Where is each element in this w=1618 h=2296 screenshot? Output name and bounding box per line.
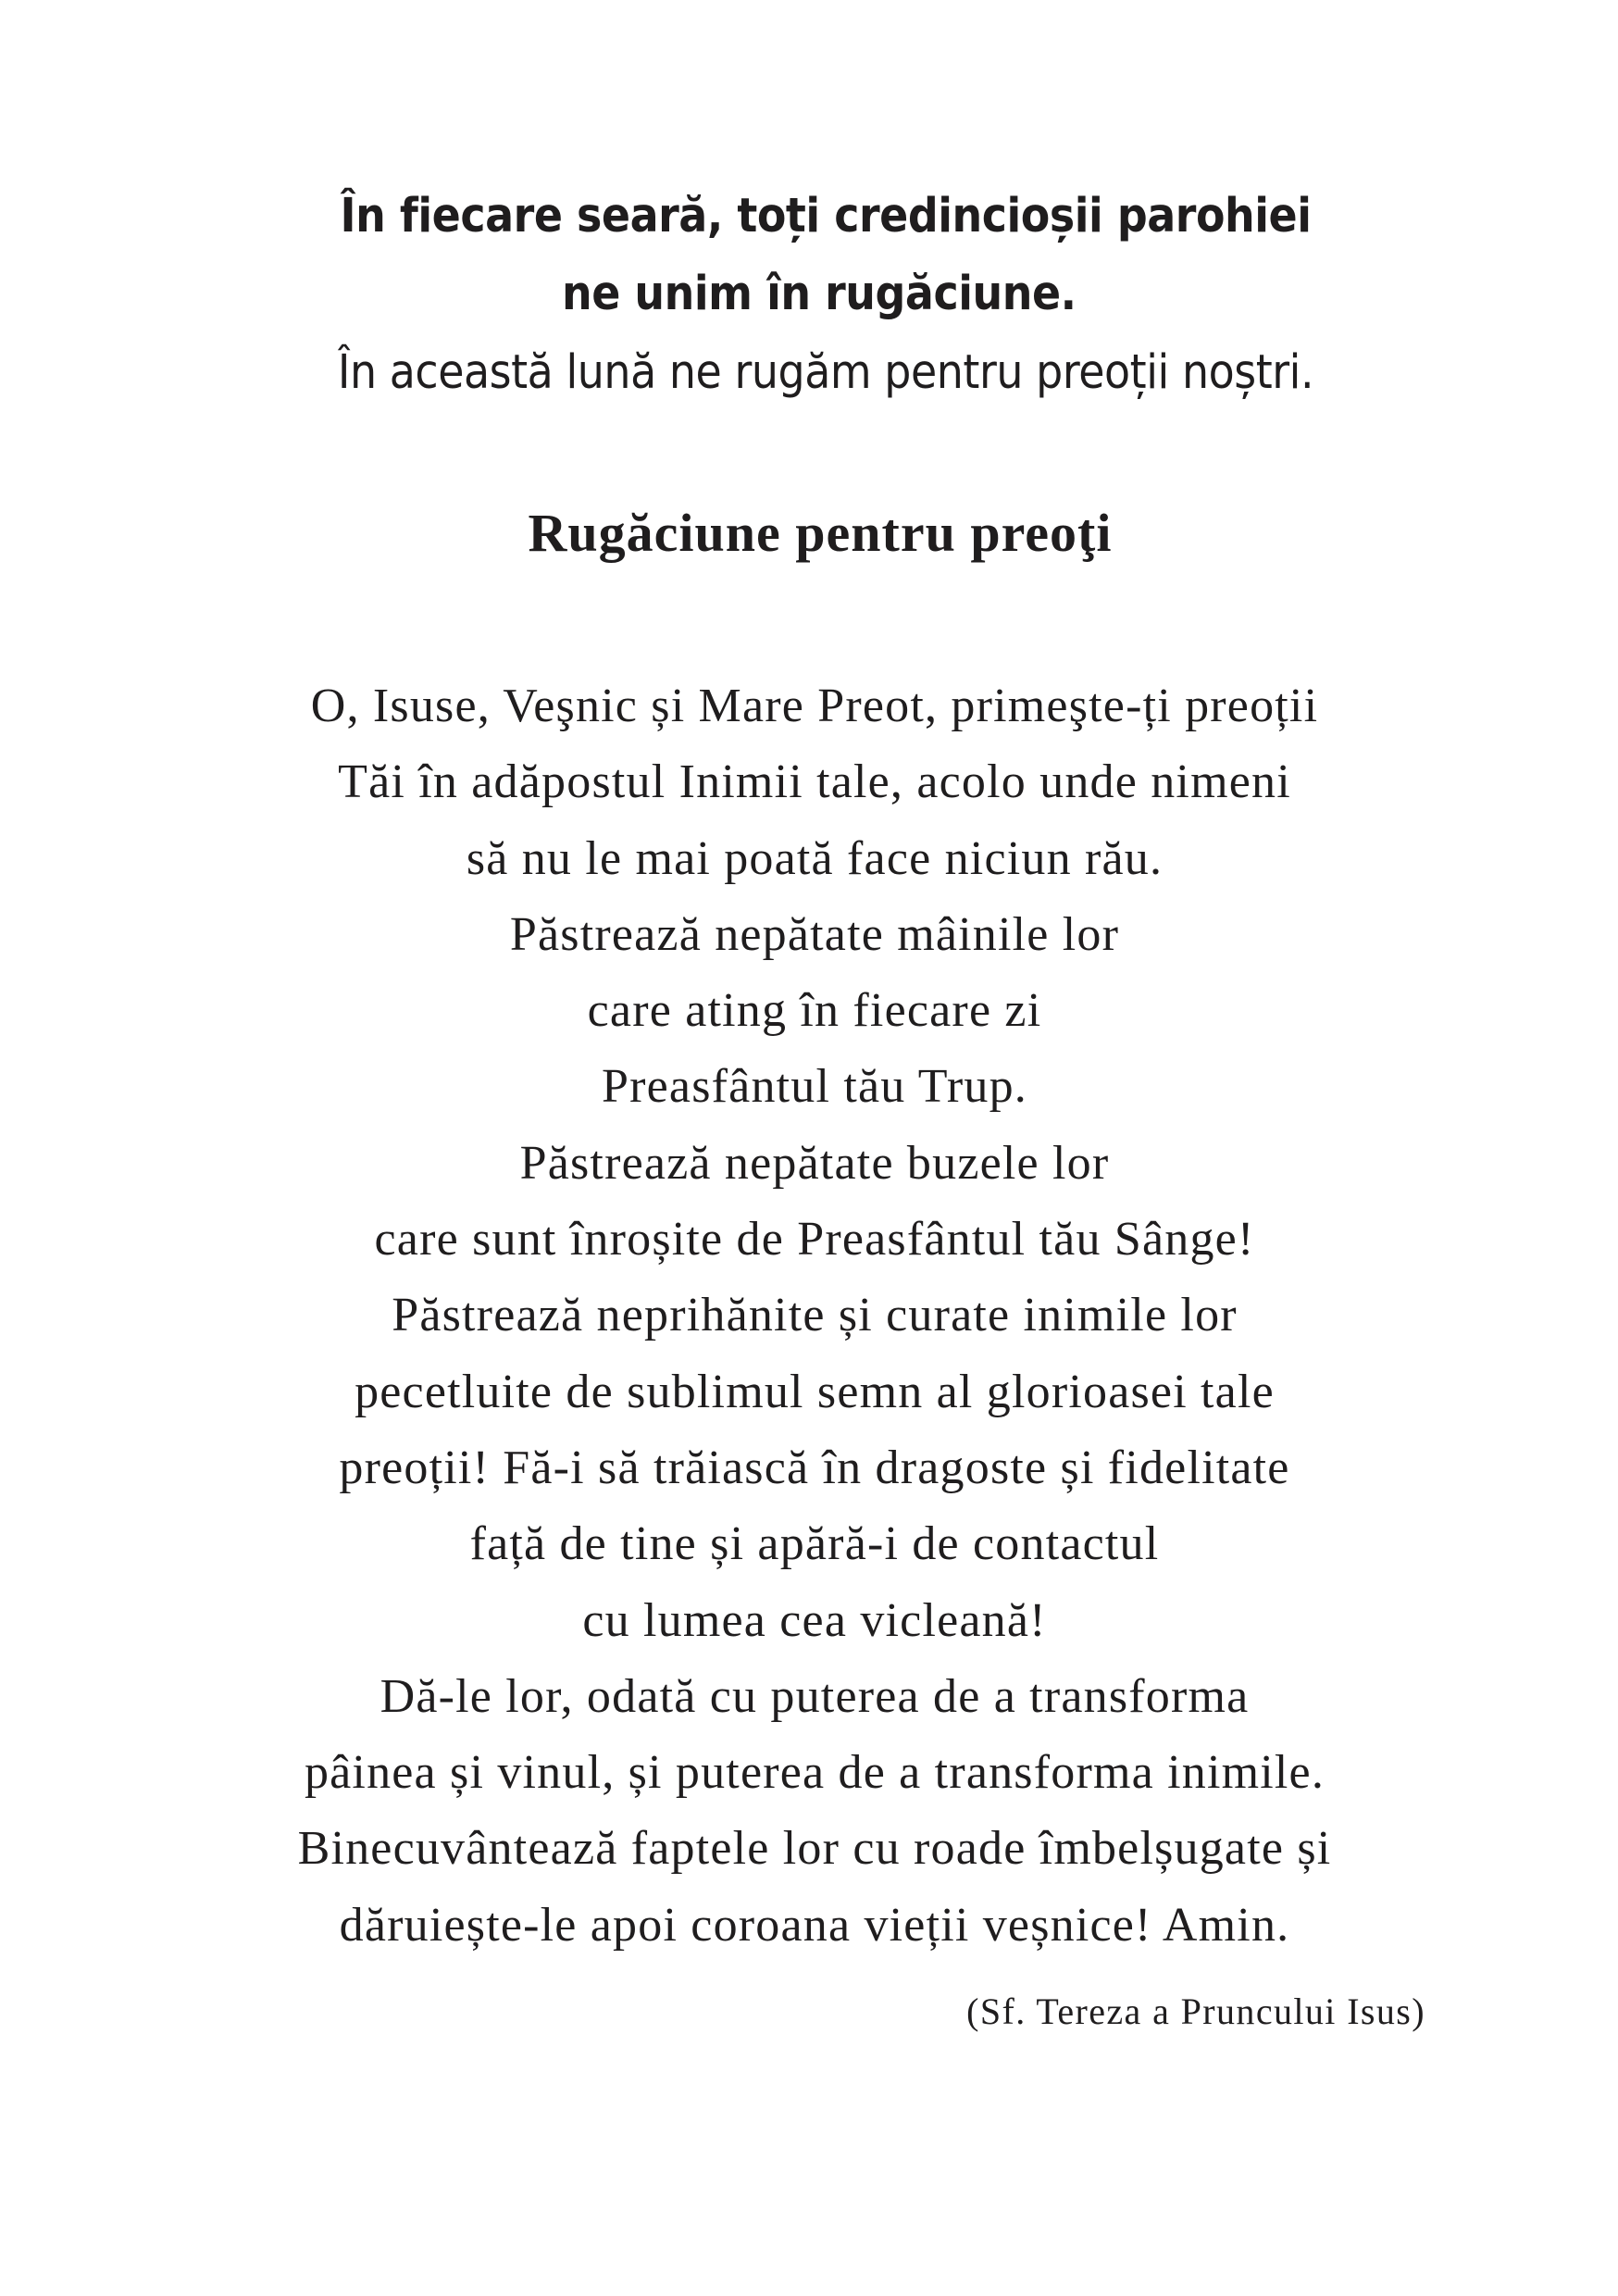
prayer-line: Tăi în adăpostul Inimii tale, acolo unde nimeni xyxy=(338,755,1291,809)
prayer-line: Dă-le lor, odată cu puterea de a transforma xyxy=(380,1669,1250,1723)
intro-line-1: În fiecare seară, toți credincioșii parohiei xyxy=(340,189,1312,243)
prayer-line: Păstrează nepătate buzele lor xyxy=(519,1136,1110,1190)
prayer-line: cu lumea cea vicleană! xyxy=(582,1593,1047,1647)
intro-line-2: ne unim în rugăciune. xyxy=(561,267,1077,321)
prayer-attribution: (Sf. Tereza a Pruncului Isus) xyxy=(966,1990,1425,2032)
prayer-line: care sunt înroșite de Preasfântul tău Sânge! xyxy=(374,1213,1255,1267)
prayer-line: față de tine și apără-i de contactul xyxy=(469,1517,1160,1571)
intro-line-3: În această lună ne rugăm pentru preoții noștri. xyxy=(337,345,1314,400)
prayer-line: Preasfântul tău Trup. xyxy=(602,1060,1027,1114)
prayer-line: Binecuvântează faptele lor cu roade îmbelșugate și xyxy=(297,1822,1332,1876)
prayer-line: pâinea și vinul, și puterea de a transforma inimile. xyxy=(304,1746,1326,1800)
prayer-line: Păstrează nepătate mâinile lor xyxy=(509,907,1120,961)
prayer-line: dăruiește-le apoi coroana vieții veșnice! Amin. xyxy=(339,1898,1290,1952)
prayer-line: care ating în fiecare zi xyxy=(587,984,1042,1038)
prayer-line: preoții! Fă-i să trăiască în dragoste și fidelitate xyxy=(339,1441,1290,1494)
prayer-title: Rugăciune pentru preoţi xyxy=(528,503,1113,563)
prayer-body xyxy=(0,668,1618,1964)
prayer-line: O, Isuse, Veşnic și Mare Preot, primeşte-ți preoții xyxy=(310,680,1319,732)
prayer-line: pecetluite de sublimul semn al glorioasei tale xyxy=(355,1365,1275,1418)
prayer-line: Păstrează neprihănite și curate inimile lor xyxy=(392,1289,1238,1342)
prayer-line: să nu le mai poată face niciun rău. xyxy=(466,831,1164,885)
